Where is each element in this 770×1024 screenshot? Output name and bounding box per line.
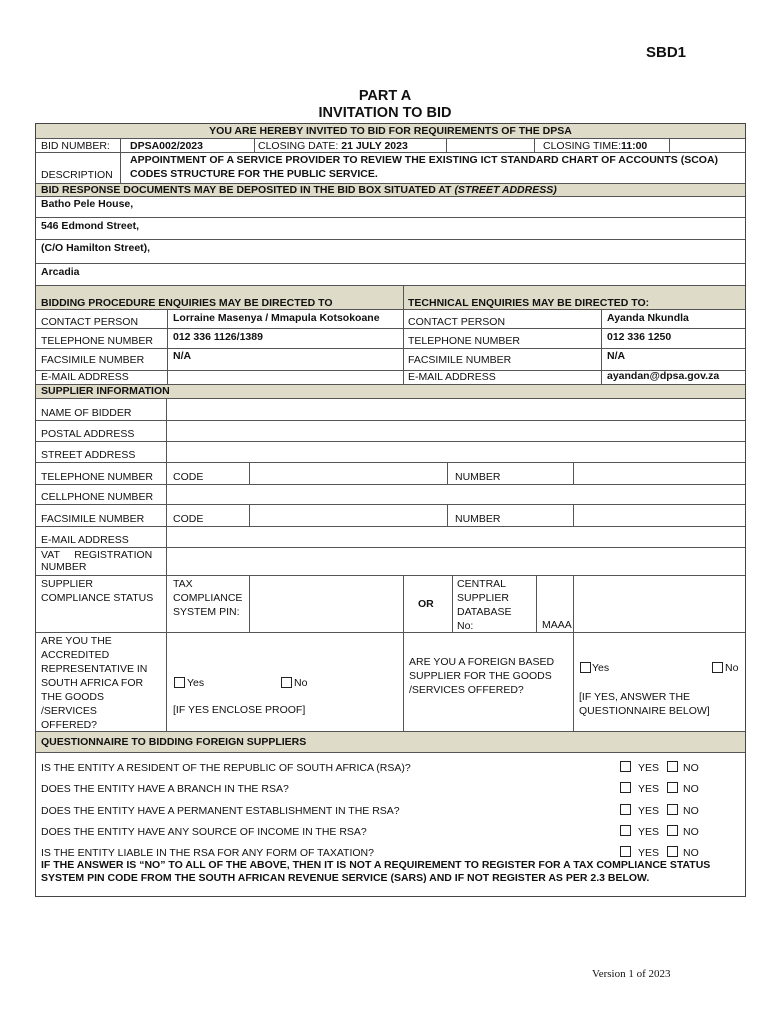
questionnaire-note-line-1: IF THE ANSWER IS “NO” TO ALL OF THE ABOVE, THEN IT IS NOT A REQUIREMENT TO REGISTER FOR A TAX COMPLIANCE STATUS [41, 859, 711, 871]
question-income: DOES THE ENTITY HAVE ANY SOURCE OF INCOME IN THE RSA? [41, 826, 367, 838]
or-label: OR [418, 598, 434, 610]
description-line-2: CODES STRUCTURE FOR THE PUBLIC SERVICE. [130, 168, 378, 180]
procedure-telephone-label: TELEPHONE NUMBER [41, 335, 154, 347]
supplier-fax-label: FACSIMILE NUMBER [41, 513, 145, 525]
permanent-no-checkbox[interactable] [667, 804, 678, 815]
supplier-telephone-label: TELEPHONE NUMBER [41, 471, 154, 483]
telephone-code-label: CODE [173, 471, 204, 483]
supplier-email-field[interactable] [167, 527, 745, 547]
foreign-no-checkbox[interactable] [712, 662, 723, 673]
postal-address-label: POSTAL ADDRESS [41, 428, 135, 440]
procedure-fax-value: N/A [173, 350, 192, 362]
enclose-proof-note: [IF YES ENCLOSE PROOF] [173, 704, 306, 716]
technical-fax-label: FACSIMILE NUMBER [408, 354, 512, 366]
accredited-no-label: No [294, 677, 308, 689]
csd-prefix: MAAA [542, 619, 572, 631]
permanent-yes-label: YES [638, 805, 660, 817]
permanent-no-label: NO [683, 805, 699, 817]
branch-yes-checkbox[interactable] [620, 782, 631, 793]
procedure-contact-value: Lorraine Masenya / Mmapula Kotsokoane [173, 312, 380, 324]
deposit-instruction: BID RESPONSE DOCUMENTS MAY BE DEPOSITED IN THE BID BOX SITUATED AT (STREET ADDRESS) [41, 184, 557, 196]
taxation-no-label: NO [683, 847, 699, 859]
income-no-label: NO [683, 826, 699, 838]
fax-code-label: CODE [173, 513, 204, 525]
technical-email-value: ayandan@dpsa.gov.za [607, 370, 720, 382]
supplier-info-header: SUPPLIER INFORMATION [41, 385, 170, 397]
bid-number-label: BID NUMBER: [41, 140, 110, 152]
foreign-question: ARE YOU A FOREIGN BASED SUPPLIER FOR THE GOODS /SERVICES OFFERED? [409, 656, 555, 696]
cellphone-field[interactable] [167, 485, 745, 504]
compliance-status-label: SUPPLIER COMPLIANCE STATUS [41, 578, 154, 604]
questionnaire-header: QUESTIONNAIRE TO BIDDING FOREIGN SUPPLIERS [41, 736, 307, 748]
resident-yes-label: YES [638, 762, 660, 774]
foreign-yes-label: Yes [592, 662, 610, 674]
procedure-fax-label: FACSIMILE NUMBER [41, 354, 145, 366]
telephone-number-label: NUMBER [455, 471, 501, 483]
bidder-name-label: NAME OF BIDDER [41, 407, 132, 419]
questionnaire-hint: [IF YES, ANSWER THE QUESTIONNAIRE BELOW] [579, 691, 710, 717]
accredited-no-checkbox[interactable] [281, 677, 292, 688]
address-line: Batho Pele House, [41, 198, 134, 210]
street-address-hint: (STREET ADDRESS) [454, 184, 557, 196]
branch-no-checkbox[interactable] [667, 782, 678, 793]
supplier-email-label: E-MAIL ADDRESS [41, 534, 129, 546]
csd-number-field[interactable] [574, 576, 745, 632]
closing-time-value: 11:00 [621, 140, 648, 152]
question-resident: IS THE ENTITY A RESIDENT OF THE REPUBLIC OF SOUTH AFRICA (RSA)? [41, 762, 411, 774]
income-yes-label: YES [638, 826, 660, 838]
questionnaire-note-line-2: SYSTEM PIN CODE FROM THE SOUTH AFRICAN REVENUE SERVICE (SARS) AND IF NOT REGISTER AS PER 2.3 BELOW. [41, 872, 650, 884]
postal-address-field[interactable] [167, 421, 745, 441]
income-no-checkbox[interactable] [667, 825, 678, 836]
closing-date-label: CLOSING DATE: 21 JULY 2023 [258, 140, 408, 152]
technical-email-label: E-MAIL ADDRESS [408, 371, 496, 383]
vat-number-field[interactable] [167, 548, 745, 575]
technical-contact-value: Ayanda Nkundla [607, 312, 689, 324]
cellphone-label: CELLPHONE NUMBER [41, 491, 154, 503]
bid-number-value: DPSA002/2023 [130, 140, 203, 152]
income-yes-checkbox[interactable] [620, 825, 631, 836]
closing-time-label: CLOSING TIME:11:00 [543, 140, 648, 152]
csd-label: CENTRAL SUPPLIER DATABASE No: [457, 578, 512, 632]
closing-date-value: 21 JULY 2023 [341, 140, 408, 152]
telephone-code-field[interactable] [250, 463, 447, 484]
taxation-no-checkbox[interactable] [667, 846, 678, 857]
procedure-contact-label: CONTACT PERSON [41, 316, 139, 328]
form-title: INVITATION TO BID [318, 105, 452, 121]
taxation-yes-label: YES [638, 847, 660, 859]
page-title [0, 88, 770, 122]
description-line-1: APPOINTMENT OF A SERVICE PROVIDER TO REVIEW THE EXISTING ICT STANDARD CHART OF ACCOUNTS (SCOA) [130, 154, 719, 166]
bid-form [35, 123, 746, 897]
procedure-telephone-value: 012 336 1126/1389 [173, 331, 263, 343]
address-line: Arcadia [41, 266, 80, 278]
form-code: SBD1 [646, 44, 687, 61]
question-permanent: DOES THE ENTITY HAVE A PERMANENT ESTABLISHMENT IN THE RSA? [41, 805, 400, 817]
address-line: (C/O Hamilton Street), [41, 242, 151, 254]
telephone-number-field[interactable] [574, 463, 745, 484]
foreign-yes-checkbox[interactable] [580, 662, 591, 673]
taxation-yes-checkbox[interactable] [620, 846, 631, 857]
tax-pin-field[interactable] [250, 576, 403, 632]
technical-telephone-label: TELEPHONE NUMBER [408, 335, 521, 347]
accredited-yes-checkbox[interactable] [174, 677, 185, 688]
technical-enquiries-header: TECHNICAL ENQUIRIES MAY BE DIRECTED TO: [408, 297, 650, 309]
technical-telephone-value: 012 336 1250 [607, 331, 672, 343]
street-address-field[interactable] [167, 442, 745, 462]
fax-number-label: NUMBER [455, 513, 501, 525]
accredited-yes-label: Yes [187, 677, 205, 689]
foreign-no-label: No [725, 662, 739, 674]
resident-no-label: NO [683, 762, 699, 774]
version-footer: Version 1 of 2023 [592, 968, 671, 980]
invite-header: YOU ARE HEREBY INVITED TO BID FOR REQUIREMENTS OF THE DPSA [209, 125, 572, 137]
street-address-label: STREET ADDRESS [41, 449, 136, 461]
procedure-email-label: E-MAIL ADDRESS [41, 371, 129, 383]
permanent-yes-checkbox[interactable] [620, 804, 631, 815]
resident-yes-checkbox[interactable] [620, 761, 631, 772]
description-label: DESCRIPTION [41, 169, 113, 181]
branch-no-label: NO [683, 783, 699, 795]
question-taxation: IS THE ENTITY LIABLE IN THE RSA FOR ANY FORM OF TAXATION? [41, 847, 374, 859]
resident-no-checkbox[interactable] [667, 761, 678, 772]
question-branch: DOES THE ENTITY HAVE A BRANCH IN THE RSA? [41, 783, 289, 795]
fax-code-field[interactable] [250, 505, 447, 526]
branch-yes-label: YES [638, 783, 660, 795]
tax-pin-label: TAX COMPLIANCE SYSTEM PIN: [173, 578, 243, 618]
bidder-name-field[interactable] [167, 399, 745, 420]
procedure-enquiries-header: BIDDING PROCEDURE ENQUIRIES MAY BE DIRECTED TO [41, 297, 333, 309]
technical-fax-value: N/A [607, 350, 626, 362]
fax-number-field[interactable] [574, 505, 745, 526]
accredited-question: ARE YOU THE ACCREDITED REPRESENTATIVE IN SOUTH AFRICA FOR THE GOODS /SERVICES OFFERED? [41, 635, 148, 731]
vat-label: VAT REGISTRATION NUMBER [41, 549, 153, 573]
address-line: 546 Edmond Street, [41, 220, 140, 232]
part-label: PART A [358, 88, 412, 104]
technical-contact-label: CONTACT PERSON [408, 316, 506, 328]
